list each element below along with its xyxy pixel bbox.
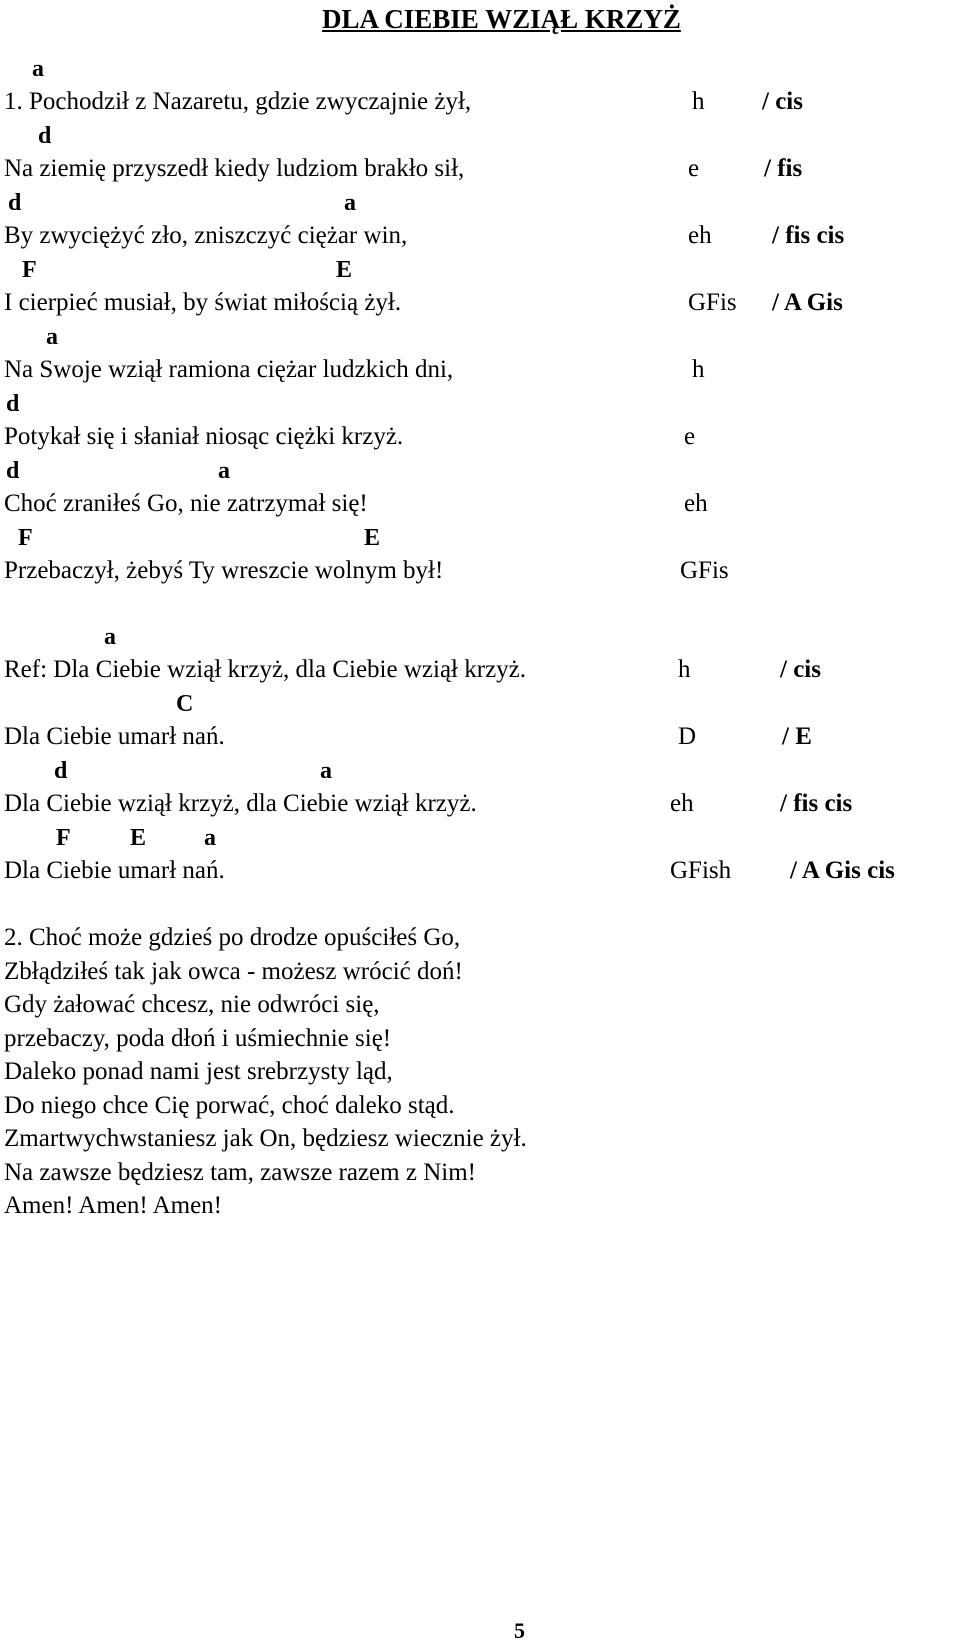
lyric-line: Dla Ciebie umarł nań. [4, 857, 225, 884]
alt-chord-2: / A Gis cis [790, 857, 895, 884]
lyric-line: I cierpieć musiał, by świat miłością żył. [4, 289, 402, 316]
lyric-line: Na zawsze będziesz tam, zawsze razem z Nim! [4, 1159, 476, 1186]
page-title: DLA CIEBIE WZIĄŁ KRZYŻ [322, 4, 681, 34]
chord: F [56, 825, 71, 851]
alt-chord: h [692, 88, 705, 115]
chord: d [6, 391, 20, 417]
alt-chord: h [692, 356, 705, 383]
lyric-line: przebaczy, poda dłoń i uśmiechnie się! [4, 1025, 392, 1052]
lyric-line: Zbłądziłeś tak jak owca - możesz wrócić doń! [4, 958, 463, 985]
chord: C [176, 691, 194, 717]
lyric-line: Amen! Amen! Amen! [4, 1192, 223, 1219]
alt-chord: GFis [680, 557, 729, 584]
lyric-line: Potykał się i słaniał niosąc ciężki krzyż. [4, 423, 404, 450]
lyric-line: Gdy żałować chcesz, nie odwróci się, [4, 991, 380, 1018]
alt-chord: GFis [688, 289, 737, 316]
chord: E [130, 825, 147, 851]
chord: d [38, 123, 52, 149]
alt-chord: D [678, 723, 697, 750]
lyric-line: Daleko ponad nami jest srebrzysty ląd, [4, 1058, 393, 1085]
chord: a [320, 758, 332, 784]
chord: a [218, 458, 230, 484]
chord: d [6, 458, 20, 484]
lyric-line: Zmartwychwstaniesz jak On, będziesz wiecznie żył. [4, 1125, 527, 1152]
lyric-line: 1. Pochodził z Nazaretu, gdzie zwyczajnie żył, [4, 88, 472, 115]
alt-chord: e [688, 155, 700, 182]
chord: F [22, 257, 37, 283]
lyric-line: By zwyciężyć zło, zniszczyć ciężar win, [4, 222, 408, 249]
lyric-line: Na ziemię przyszedł kiedy ludziom brakło sił, [4, 155, 465, 182]
lyric-line: Do niego chce Cię porwać, choć daleko stąd. [4, 1092, 455, 1119]
alt-chord: GFish [670, 857, 732, 884]
alt-chord: eh [684, 490, 708, 517]
chord: F [18, 525, 33, 551]
chord: d [54, 758, 68, 784]
alt-chord-2: / fis [764, 155, 803, 182]
alt-chord-2: / fis cis [772, 222, 845, 249]
lyric-line: 2. Choć może gdzieś po drodze opuściłeś Go, [4, 924, 461, 951]
lyric-line: Dla Ciebie wziął krzyż, dla Ciebie wziął krzyż. [4, 790, 477, 817]
alt-chord-2: / fis cis [780, 790, 853, 817]
chord: a [204, 825, 216, 851]
lyric-line: Dla Ciebie umarł nań. [4, 723, 225, 750]
chord: a [46, 324, 58, 350]
lyric-line: Choć zraniłeś Go, nie zatrzymał się! [4, 490, 368, 517]
alt-chord: eh [670, 790, 694, 817]
alt-chord: e [684, 423, 696, 450]
alt-chord-2: / A Gis [772, 289, 843, 316]
chord: a [32, 56, 44, 82]
alt-chord-2: / E [782, 723, 812, 750]
alt-chord: eh [688, 222, 712, 249]
alt-chord-2: / cis [762, 88, 803, 115]
page-number: 5 [514, 1618, 525, 1643]
chord: E [364, 525, 381, 551]
lyric-line: Przebaczył, żebyś Ty wreszcie wolnym był! [4, 557, 444, 584]
lyric-line: Ref: Dla Ciebie wziął krzyż, dla Ciebie wziął krzyż. [4, 656, 527, 683]
lyric-line: Na Swoje wziął ramiona ciężar ludzkich dni, [4, 356, 454, 383]
alt-chord: h [678, 656, 691, 683]
chord: E [336, 257, 353, 283]
alt-chord-2: / cis [780, 656, 821, 683]
chord: d [8, 190, 22, 216]
chord: a [344, 190, 356, 216]
chord: a [104, 624, 116, 650]
